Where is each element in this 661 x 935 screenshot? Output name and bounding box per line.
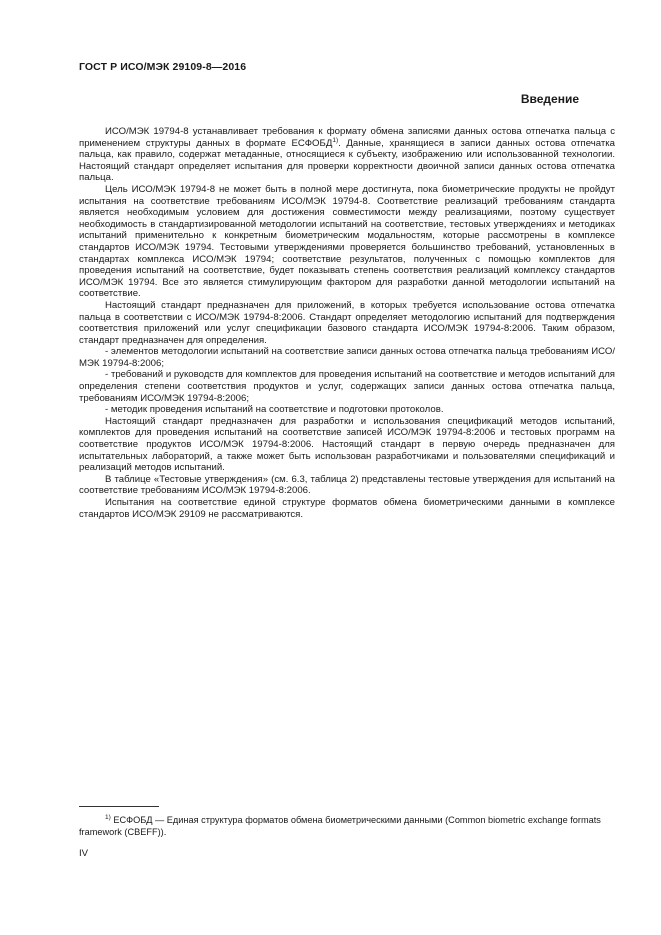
- body-text: [79, 126, 615, 520]
- paragraph-text: ИСО/МЭК 19794-8 устанавливает требования к формату обмена записями данных остова отпечатка пальца с применением структуры данных в формате ЕСФОБД: [79, 126, 615, 149]
- list-item-3: - методик проведения испытаний на соответствие и подготовки протоколов.: [105, 404, 444, 416]
- paragraph-5: В таблице «Тестовые утверждения» (см. 6.3, таблица 2) представлены тестовые утверждения для испытаний на соответствие требованиям ИСО/МЭК 19794-8:2006.: [79, 473, 615, 497]
- paragraph-text-tail: . Данные, хранящиеся в записи данных остова отпечатка пальца, как правило, содержат метаданные, относящиеся к субъекту, изображению или использованной технологии. Настоящий стандарт определяет испытания для проверки корректности двоичной записи данных остова отпечатка пальца.: [79, 137, 615, 184]
- paragraph-4: Настоящий стандарт предназначен для разработки и использования спецификаций методов испытаний, комплектов для проведения испытаний на соответствие записей ИСО/МЭК 19794-8:2006 и тестовых программ на соответствие продуктов ИСО/МЭК 19794-8:2006. Настоящий стандарт в первую очередь предназначен для испытательных лабораторий, а также может быть использован разработчиками и пользователями спецификаций и реализаций методов испытаний.: [79, 415, 615, 474]
- section-title: Введение: [520, 92, 579, 106]
- paragraph-6: Испытания на соответствие единой структуре форматов обмена биометрическими данными в комплексе стандартов ИСО/МЭК 29109 не рассматриваются.: [79, 497, 615, 520]
- list-item-1: - элементов методологии испытаний на соответствие записи данных остова отпечатка пальца требованиям ИСО/МЭК 19794-8:2006;: [79, 346, 615, 369]
- paragraph-1: [79, 126, 615, 184]
- page-number: IV: [79, 848, 89, 859]
- footnote-reference[interactable]: 1): [332, 136, 339, 144]
- list-item-2: - требований и руководств для комплектов для проведения испытаний на соответствие и методов испытаний для определения степени соответствия продуктов и услуг, содержащих записи данных остова отпечатка пальца, требованиям ИСО/МЭК 19794-8:2006;: [79, 369, 615, 404]
- footnote-text: ЕСФОБД — Единая структура форматов обмена биометрическими данными (Common biometric exchange formats framework (CBEFF)).: [79, 815, 601, 838]
- footnote-marker: 1): [105, 813, 111, 821]
- footnote-divider: [79, 806, 159, 807]
- paragraph-3: Настоящий стандарт предназначен для приложений, в которых требуется использование остова отпечатка пальца в соответствии с ИСО/МЭК 19794-8:2006. Стандарт определяет методологию испытаний для подтверждения соответствия приложений или услуг спецификации базового стандарта ИСО/МЭК 19794-8:2006. Таким образом, стандарт предназначен для определения.: [79, 299, 615, 346]
- footnote: [79, 814, 615, 839]
- document-code-header: ГОСТ Р ИСО/МЭК 29109-8—2016: [79, 61, 247, 73]
- paragraph-2: Цель ИСО/МЭК 19794-8 не может быть в полной мере достигнута, пока биометрические продукты не пройдут испытания на соответствие требованиям ИСО/МЭК 19794-8. Соответствие реализаций требованиям стандарта является необходимым условием для достижения совместимости между реализациями, поэтому существует необходимость в стандартизированной методологии испытаний на соответствие, тестовых утверждениях и методиках испытаний применительно к конкретным биометрическим модальностям, которые рассмотрены в комплексе стандартов ИСО/МЭК 19794. Тестовыми утверждениями проверяется большинство требований, установленных в стандартах комплекса ИСО/МЭК 19794; соответствие результатов, полученных с помощью комплектов для проведения испытаний на соответствие, будет показывать степень соответствия реализаций комплексу стандартов ИСО/МЭК 19794. Все это является стимулирующим фактором для разработки данной методологии испытаний на соответствие.: [79, 183, 615, 300]
